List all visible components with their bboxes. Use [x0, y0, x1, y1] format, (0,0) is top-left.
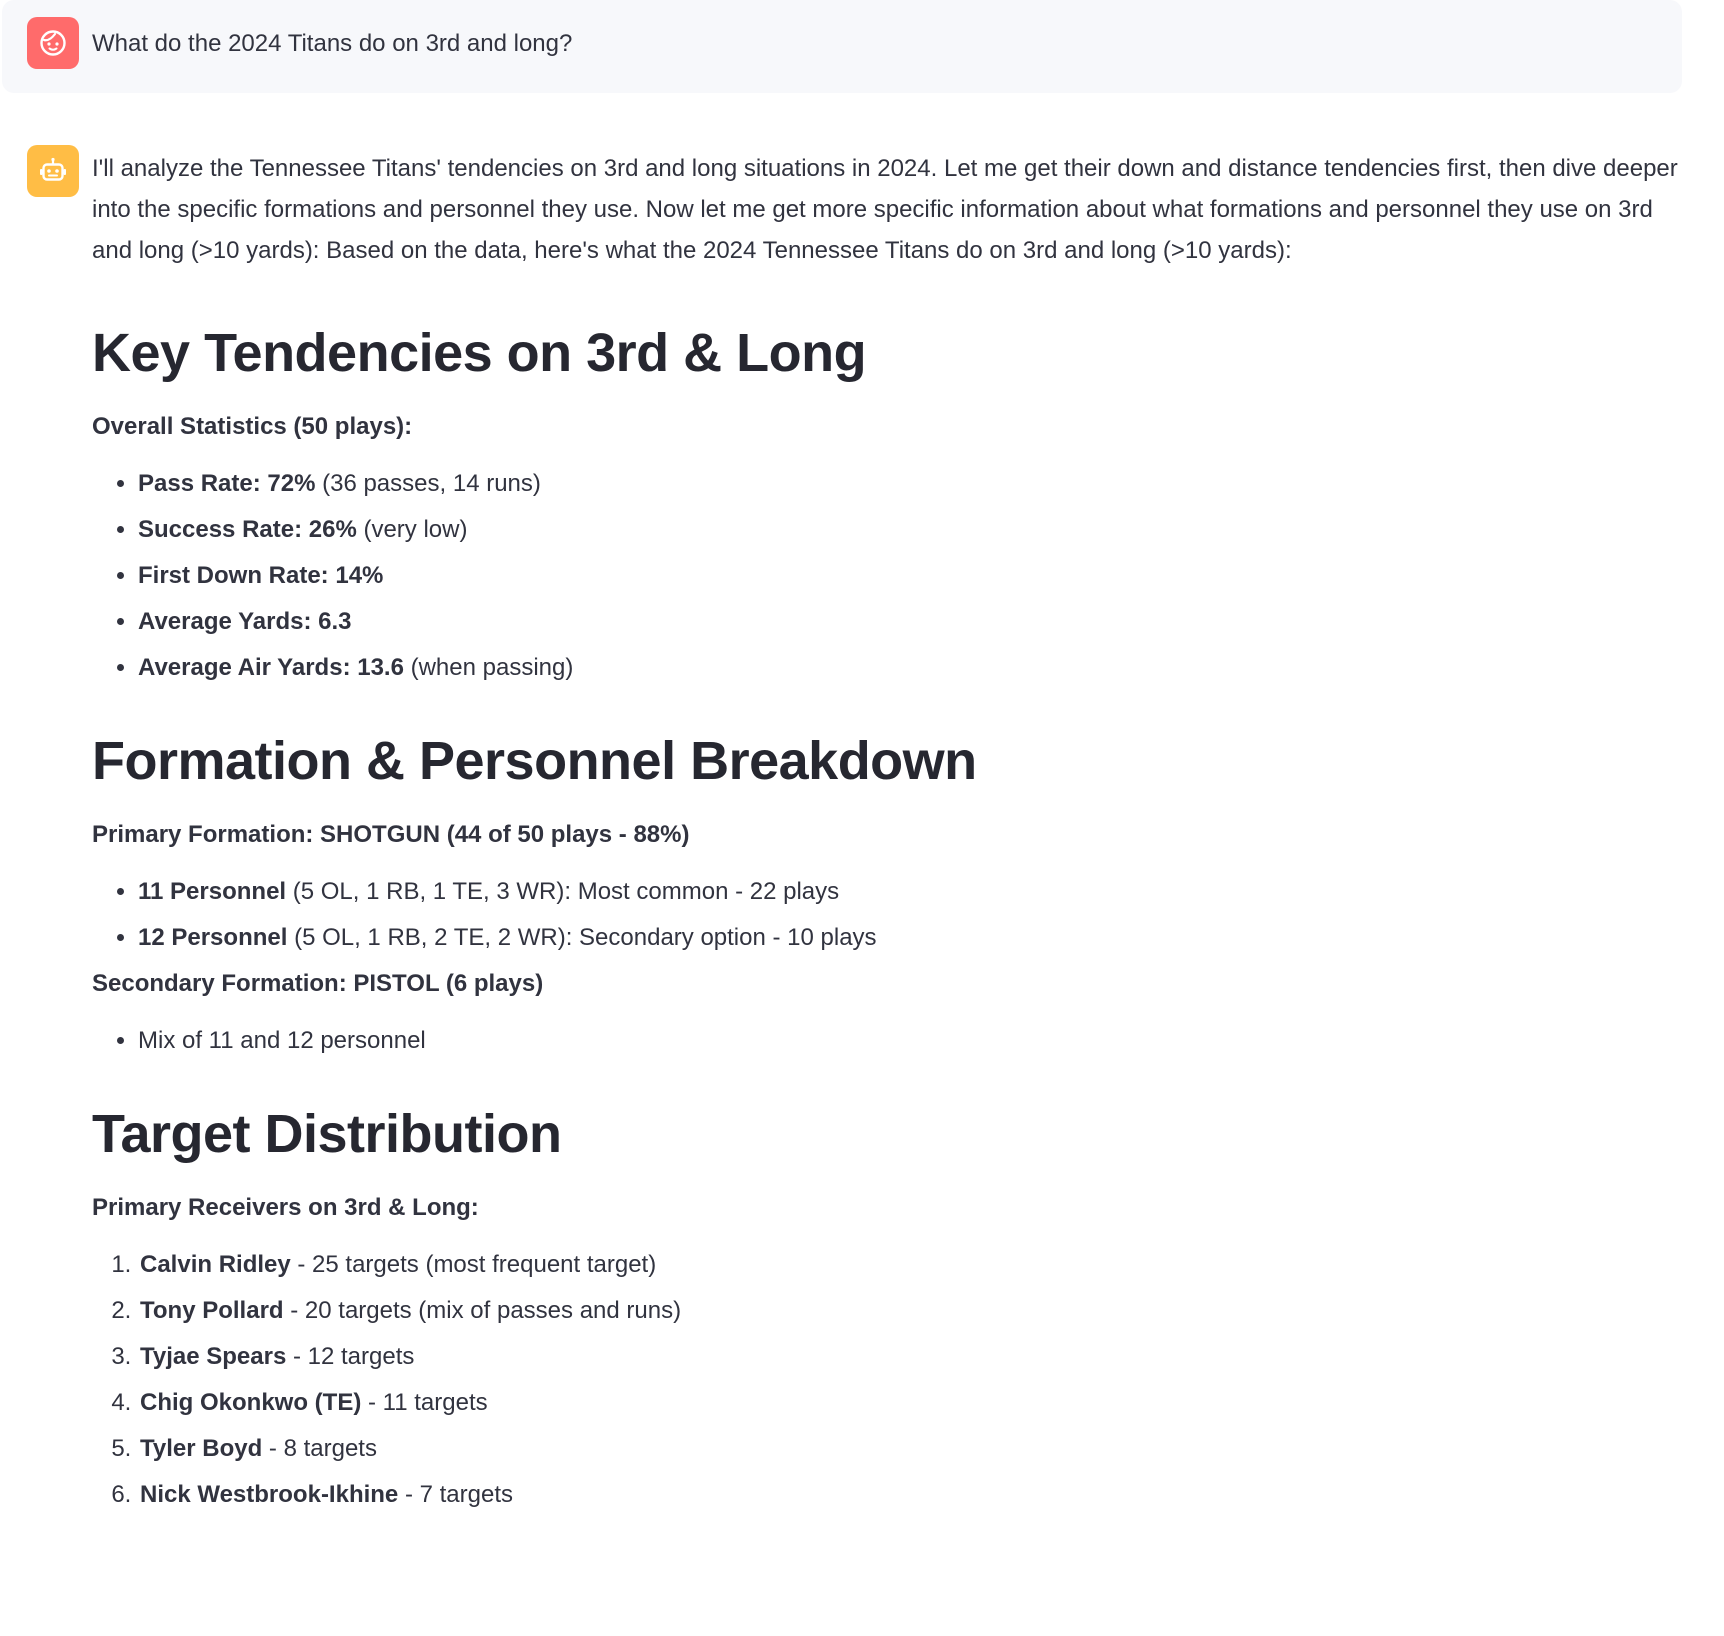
- list-item: • First Down Rate: 14%: [138, 559, 1687, 593]
- list-item: 5. Tyler Boyd - 8 targets: [138, 1432, 1687, 1466]
- list-item: • 12 Personnel (5 OL, 1 RB, 2 TE, 2 WR): Secondary option - 10 plays: [138, 921, 1687, 955]
- user-avatar: [27, 17, 79, 69]
- list-item: 6. Nick Westbrook-Ikhine - 7 targets: [138, 1478, 1687, 1512]
- section-subheading-primary-receivers: Primary Receivers on 3rd & Long:: [92, 1194, 479, 1221]
- list-item: • Average Yards: 6.3: [138, 605, 1687, 639]
- user-face-icon: [38, 28, 68, 58]
- list-item: 4. Chig Okonkwo (TE) - 11 targets: [138, 1386, 1687, 1420]
- list-item: • 11 Personnel (5 OL, 1 RB, 1 TE, 3 WR): Most common - 22 plays: [138, 875, 1687, 909]
- section-subheading-overall-stats: Overall Statistics (50 plays):: [92, 413, 413, 440]
- list-item: • Mix of 11 and 12 personnel: [138, 1024, 1687, 1058]
- list-item: 1. Calvin Ridley - 25 targets (most frequent target): [138, 1248, 1687, 1282]
- list-item: • Success Rate: 26% (very low): [138, 513, 1687, 547]
- section-subheading-secondary-formation: Secondary Formation: PISTOL (6 plays): [92, 970, 544, 997]
- assistant-intro: I'll analyze the Tennessee Titans' tendencies on 3rd and long situations in 2024. Let me get their down and distance tendencies first, then dive deeper into the specific formations and personnel they use. Now let me get more specific information about what formations and personnel they use on 3rd and long (>10 yards): Based on the data, here's what the 2024 Tennessee Titans do on 3rd and long (>10 yards):: [92, 155, 1678, 264]
- assistant-message: [92, 148, 1687, 1524]
- receivers-list: [92, 1248, 1687, 1512]
- section-heading-target-distribution: Target Distribution: [92, 1104, 562, 1164]
- assistant-avatar: [27, 145, 79, 197]
- robot-icon: [38, 156, 68, 186]
- list-item: • Average Air Yards: 13.6 (when passing): [138, 651, 1687, 685]
- section-heading-key-tendencies: Key Tendencies on 3rd & Long: [92, 323, 867, 383]
- section-subheading-primary-formation: Primary Formation: SHOTGUN (44 of 50 plays - 88%): [92, 821, 690, 848]
- list-item: 3. Tyjae Spears - 12 targets: [138, 1340, 1687, 1374]
- section-heading-formation: Formation & Personnel Breakdown: [92, 731, 977, 791]
- list-item: • Pass Rate: 72% (36 passes, 14 runs): [138, 467, 1687, 501]
- primary-formation-list: [92, 875, 1687, 955]
- secondary-formation-list: [92, 1024, 1687, 1058]
- overall-stats-list: [92, 467, 1687, 685]
- list-item: 2. Tony Pollard - 20 targets (mix of passes and runs): [138, 1294, 1687, 1328]
- user-message-text: What do the 2024 Titans do on 3rd and long?: [92, 30, 573, 57]
